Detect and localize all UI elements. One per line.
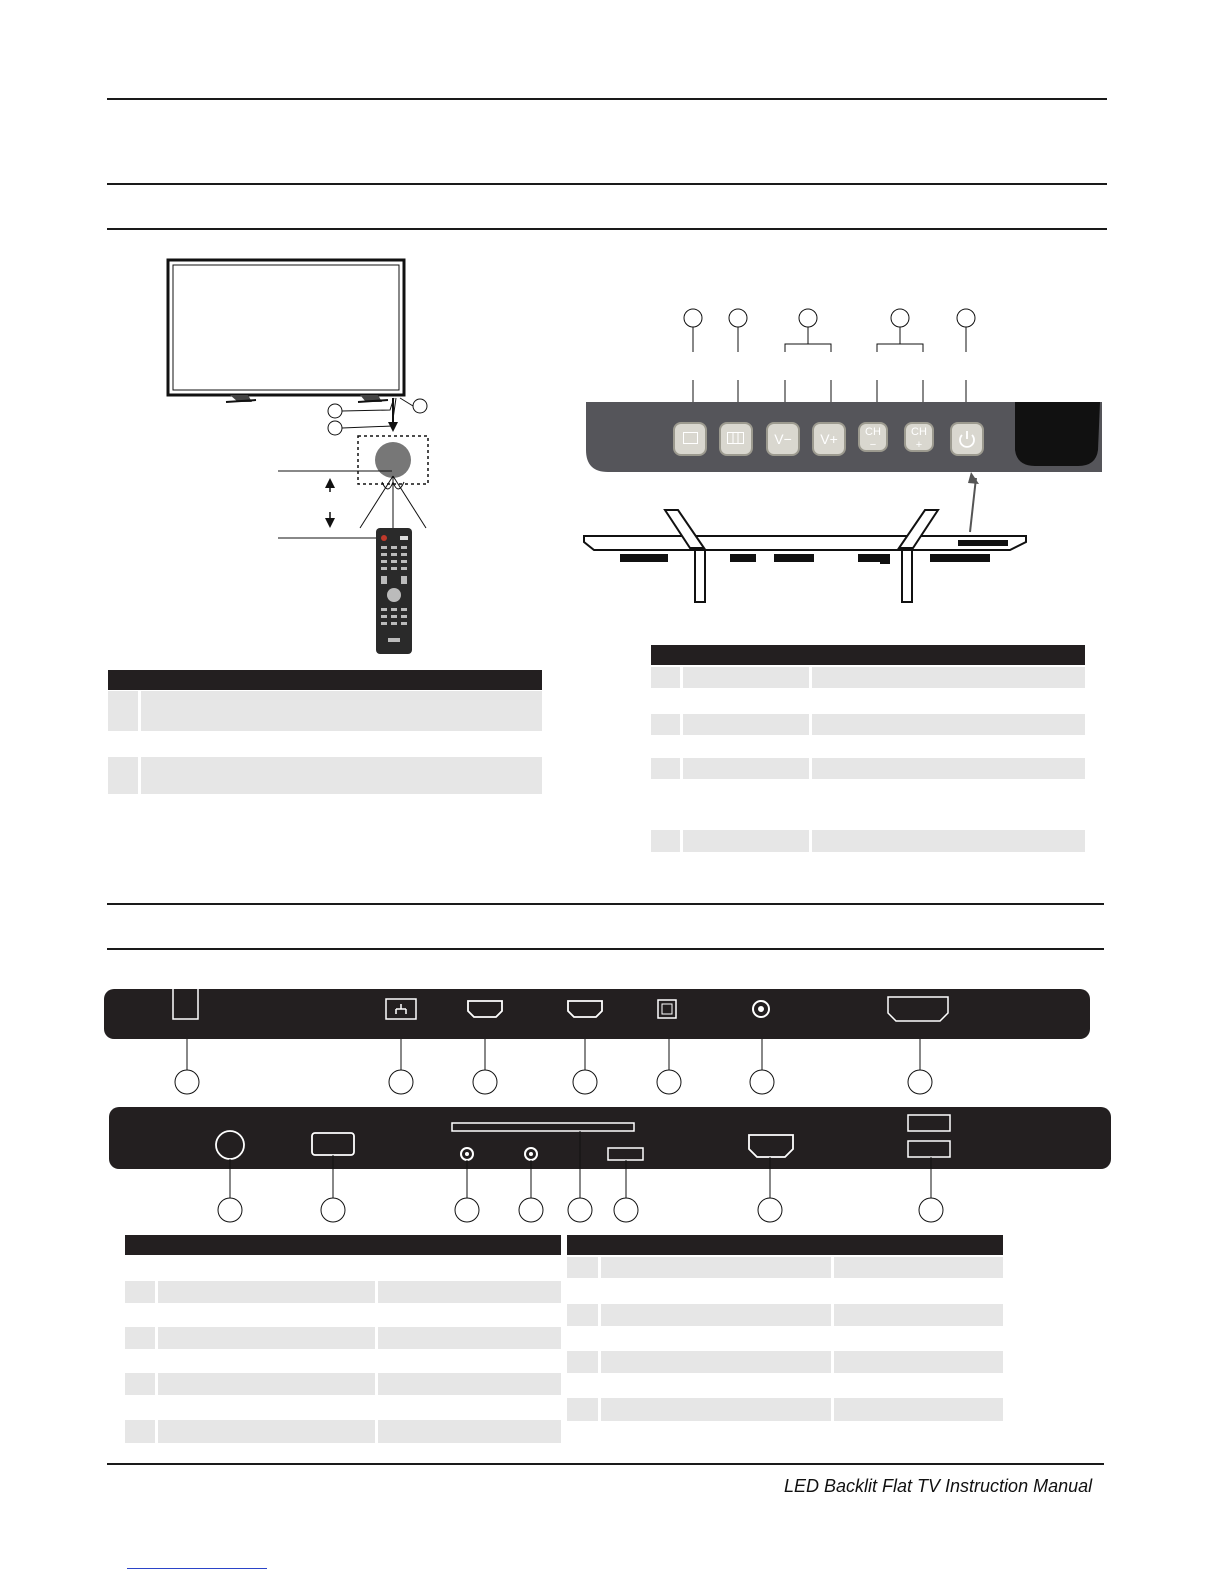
col-divider <box>155 1420 158 1443</box>
right-table-col-divider <box>809 830 812 852</box>
footer-rule <box>107 1463 1104 1465</box>
col-divider <box>155 1281 158 1303</box>
col-divider <box>155 1327 158 1349</box>
col-divider <box>375 1420 378 1443</box>
footer-link-underline[interactable] <box>127 1568 267 1569</box>
right-table-col-divider <box>680 830 683 852</box>
col-divider <box>831 1257 834 1278</box>
volume-up-icon: V+ <box>820 431 838 447</box>
col-divider <box>831 1304 834 1326</box>
tv-bottom-view <box>580 470 1050 610</box>
right-table-col-divider <box>809 714 812 735</box>
manual-title: LED Backlit Flat TV Instruction Manual <box>784 1476 1093 1496</box>
ports-panel-top <box>100 985 1095 1095</box>
right-table-col-divider <box>809 667 812 688</box>
right-table-col-divider <box>680 667 683 688</box>
section-rule-1a <box>107 183 1107 185</box>
section-rule-2b <box>107 948 1104 950</box>
bottom-left-table-row <box>125 1420 561 1443</box>
power-icon <box>952 424 982 454</box>
bottom-left-table-row <box>125 1373 561 1395</box>
bottom-right-table-row <box>567 1304 1003 1326</box>
col-divider <box>831 1398 834 1421</box>
bottom-left-table-row <box>125 1327 561 1349</box>
left-table-row <box>108 691 542 731</box>
ports-panel-bottom <box>105 1103 1115 1228</box>
control-buttons <box>673 422 993 456</box>
volume-up-button[interactable] <box>812 422 846 456</box>
section-rule-2a <box>107 903 1104 905</box>
volume-down-icon: V− <box>774 431 792 447</box>
menu-icon <box>727 432 744 444</box>
channel-up-icon: CH + <box>911 426 927 451</box>
bottom-right-table-row <box>567 1398 1003 1421</box>
channel-down-icon: CH − <box>865 426 881 451</box>
left-table-row-divider <box>138 691 141 731</box>
right-table-row <box>651 714 1085 735</box>
col-divider <box>155 1373 158 1395</box>
channel-down-button[interactable] <box>858 422 888 452</box>
left-table-row-divider <box>138 757 141 794</box>
right-table-row <box>651 667 1085 688</box>
col-divider <box>598 1304 601 1326</box>
input-source-icon <box>683 432 698 444</box>
section-rule-1b <box>107 228 1107 230</box>
volume-down-button[interactable] <box>766 422 800 456</box>
col-divider <box>598 1398 601 1421</box>
right-table-header <box>651 645 1085 665</box>
col-divider <box>375 1373 378 1395</box>
right-table-col-divider <box>809 758 812 779</box>
col-divider <box>598 1351 601 1373</box>
bottom-left-table-header <box>125 1235 561 1255</box>
right-table-row <box>651 758 1085 779</box>
col-divider <box>831 1351 834 1373</box>
col-divider <box>598 1257 601 1278</box>
input-source-button[interactable] <box>673 422 707 456</box>
bottom-right-table-row <box>567 1257 1003 1278</box>
channel-up-button[interactable] <box>904 422 934 452</box>
power-button[interactable] <box>950 422 984 456</box>
left-table-header <box>108 670 542 690</box>
bottom-right-table-header <box>567 1235 1003 1255</box>
right-table-col-divider <box>680 714 683 735</box>
bottom-right-table-row <box>567 1351 1003 1373</box>
tv-front-figure <box>160 250 460 660</box>
col-divider <box>375 1281 378 1303</box>
bottom-left-table-row <box>125 1281 561 1303</box>
right-table-row <box>651 830 1085 852</box>
menu-button[interactable] <box>719 422 753 456</box>
col-divider <box>375 1327 378 1349</box>
left-table-row <box>108 757 542 794</box>
top-rule <box>107 98 1107 100</box>
right-table-col-divider <box>680 758 683 779</box>
